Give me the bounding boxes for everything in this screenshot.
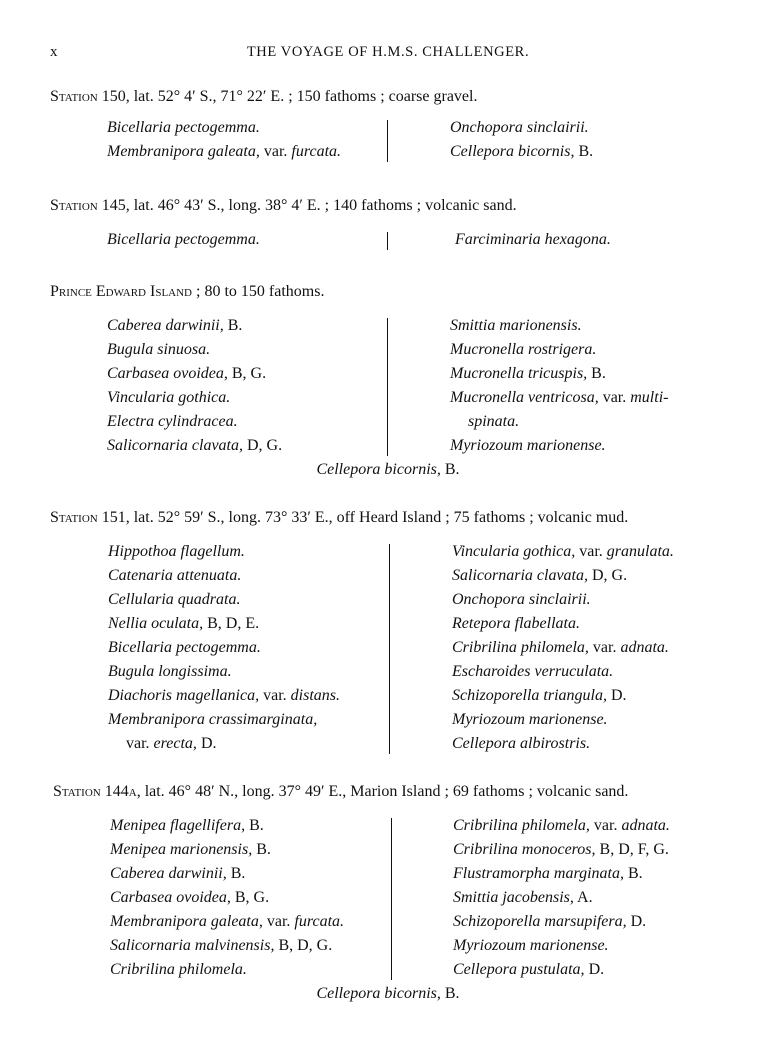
species-entry [450, 140, 593, 164]
station-name: Station 151 [50, 509, 126, 526]
species-name: Membranipora crassimarginata, [108, 711, 318, 728]
section-footer-entry [0, 982, 776, 1006]
variety-name: granulata. [606, 543, 674, 560]
species-name: Cellepora pustulata, [453, 961, 585, 978]
species-name: Salicornaria clavata, [452, 567, 588, 584]
locality-codes: D. [200, 735, 217, 752]
station-name: Station 144a [53, 783, 137, 800]
species-name: Schizoporella marsupifera, [453, 913, 627, 930]
species-entry [450, 314, 668, 338]
station-heading [50, 197, 517, 215]
species-name: Flustramorpha marginata, [453, 865, 624, 882]
species-name: Catenaria attenuata. [108, 567, 242, 584]
species-name: Myriozoum marionense. [453, 937, 609, 954]
variety-marker: var. [263, 687, 287, 704]
column-divider [391, 818, 392, 980]
station-details: , lat. 52° 4′ S., 71° 22′ E. ; 150 fathoms ; coarse gravel. [125, 88, 478, 105]
species-column-left [108, 540, 340, 756]
species-name: Cribrilina philomela, [453, 817, 590, 834]
species-entry [453, 814, 670, 838]
species-column-left [107, 116, 341, 164]
species-name: Bicellaria pectogemma. [107, 231, 260, 248]
station-details: , lat. 52° 59′ S., long. 73° 33′ E., off Heard Island ; 75 fathoms ; volcanic mud. [125, 509, 629, 526]
station-heading [53, 783, 628, 801]
species-entry [455, 228, 611, 252]
station-heading [50, 509, 628, 527]
variety-name: adnata. [621, 817, 670, 834]
species-name: Carbasea ovoidea, [110, 889, 231, 906]
station-details: , lat. 46° 48′ N., long. 37° 49′ E., Marion Island ; 69 fathoms ; volcanic sand. [136, 783, 629, 800]
species-entry [452, 732, 674, 756]
species-name: Bugula longissima. [108, 663, 232, 680]
locality-codes: D, G. [246, 437, 283, 454]
species-name: Diachoris magellanica, [108, 687, 260, 704]
species-name: Bicellaria pectogemma. [108, 639, 261, 656]
species-entry [452, 612, 674, 636]
species-name: Cribrilina philomela. [110, 961, 247, 978]
variety-name: furcata. [294, 913, 345, 930]
species-entry [108, 708, 340, 732]
species-entry [110, 862, 344, 886]
species-name: Mucronella ventricosa, [450, 389, 599, 406]
species-column-left [107, 314, 282, 458]
column-divider [389, 544, 390, 754]
locality-codes: B, G. [234, 889, 270, 906]
species-name: Salicornaria malvinensis, [110, 937, 275, 954]
species-entry [110, 910, 344, 934]
variety-marker: var. [592, 639, 617, 656]
species-name: Cribrilina philomela, [452, 639, 589, 656]
species-entry [452, 540, 674, 564]
species-name: Schizoporella triangula, [452, 687, 607, 704]
species-entry [110, 886, 344, 910]
column-divider [387, 318, 388, 456]
column-divider [387, 232, 388, 250]
species-entry [452, 660, 674, 684]
locality-codes: A. [577, 889, 593, 906]
species-name: Myriozoum marionense. [450, 437, 606, 454]
species-entry [108, 588, 340, 612]
species-name: Farciminaria hexagona. [455, 231, 611, 248]
species-entry [453, 862, 670, 886]
species-entry [453, 910, 670, 934]
species-name: Retepora flabellata. [452, 615, 580, 632]
species-name: Menipea marionensis, [110, 841, 253, 858]
locality-codes: B. [591, 365, 606, 382]
species-entry [110, 958, 344, 982]
variety-name: multi- [630, 389, 669, 406]
species-name: Vincularia gothica. [107, 389, 231, 406]
station-name: Station 145 [50, 197, 126, 214]
species-entry [453, 838, 670, 862]
column-divider [387, 120, 388, 162]
locality-codes: D. [610, 687, 627, 704]
species-entry [452, 708, 674, 732]
locality-codes: B, D, F, G. [599, 841, 669, 858]
species-entry [450, 434, 668, 458]
species-entry [108, 612, 340, 636]
species-entry [450, 362, 668, 386]
locality-codes: B, D, E. [207, 615, 260, 632]
variety-marker: var. [579, 543, 603, 560]
species-entry [107, 338, 282, 362]
species-entry [110, 838, 344, 862]
species-entry [452, 636, 674, 660]
species-name: Cellularia quadrata. [108, 591, 241, 608]
species-entry [108, 540, 340, 564]
species-column-right [453, 814, 670, 982]
locality-codes: B. [230, 865, 246, 882]
species-name: Cellepora bicornis, [316, 461, 441, 478]
species-entry [450, 338, 668, 362]
species-name: Myriozoum marionense. [452, 711, 608, 728]
locality-codes: B. [444, 985, 460, 1002]
species-entry [107, 410, 282, 434]
species-entry [107, 140, 341, 164]
species-entry [450, 386, 668, 410]
species-entry [107, 228, 260, 252]
species-column-right [455, 228, 611, 252]
locality-codes: B. [249, 817, 264, 834]
species-entry [452, 588, 674, 612]
species-entry [107, 362, 282, 386]
variety-name: distans. [290, 687, 340, 704]
locality-codes: D, G. [591, 567, 628, 584]
species-entry [107, 314, 282, 338]
species-name: Electra cylindracea. [107, 413, 238, 430]
station-heading [50, 88, 477, 106]
species-name: Vincularia gothica, [452, 543, 576, 560]
species-entry [107, 386, 282, 410]
species-entry [108, 732, 340, 756]
species-column-right [450, 116, 593, 164]
species-name: Onchopora sinclairii. [452, 591, 591, 608]
species-name: Cellepora bicornis, [316, 985, 441, 1002]
species-name: Salicornaria clavata, [107, 437, 243, 454]
locality-codes: D. [588, 961, 605, 978]
variety-marker: var. [263, 143, 288, 160]
station-name: Station 150 [50, 88, 126, 105]
species-name: Nellia oculata, [108, 615, 204, 632]
species-column-left [110, 814, 344, 982]
species-entry [452, 564, 674, 588]
species-name: Hippothoa flagellum. [108, 543, 245, 560]
species-name: Menipea flagellifera, [110, 817, 246, 834]
locality-codes: B. [627, 865, 643, 882]
species-name: Cellepora albirostris. [452, 735, 591, 752]
running-title: THE VOYAGE OF H.M.S. CHALLENGER. [246, 44, 530, 60]
species-name: Bugula sinuosa. [107, 341, 211, 358]
species-name: Smittia marionensis. [450, 317, 582, 334]
variety-name: erecta, [153, 735, 197, 752]
species-name: Onchopora sinclairii. [450, 119, 589, 136]
species-entry [450, 410, 668, 434]
species-entry [110, 814, 344, 838]
locality-codes: B. [256, 841, 271, 858]
species-entry [108, 660, 340, 684]
species-name: Caberea darwinii, [110, 865, 227, 882]
species-entry [110, 934, 344, 958]
station-heading [50, 283, 324, 301]
species-name: Caberea darwinii, [107, 317, 224, 334]
species-entry [107, 116, 341, 140]
species-name: Cribrilina monoceros, [453, 841, 596, 858]
locality-codes: B, D, G. [278, 937, 333, 954]
variety-marker: var. [126, 735, 150, 752]
species-name: Membranipora galeata, [107, 143, 260, 160]
species-entry [108, 636, 340, 660]
station-details: ; 80 to 150 fathoms. [192, 283, 325, 300]
section-footer-entry [0, 458, 776, 482]
species-column-right [452, 540, 674, 756]
page-number: x [50, 44, 58, 60]
species-name: Mucronella rostrigera. [450, 341, 597, 358]
species-entry [452, 684, 674, 708]
species-name: Membranipora galeata, [110, 913, 263, 930]
locality-codes: B. [444, 461, 460, 478]
species-entry [108, 684, 340, 708]
species-name: Bicellaria pectogemma. [107, 119, 260, 136]
species-name: spinata. [468, 413, 520, 430]
locality-codes: B. [578, 143, 594, 160]
species-name: Mucronella tricuspis, [450, 365, 588, 382]
station-details: , lat. 46° 43′ S., long. 38° 4′ E. ; 140 fathoms ; volcanic sand. [125, 197, 517, 214]
species-entry [453, 958, 670, 982]
page-header [0, 44, 776, 68]
station-name: Prince Edward Island [50, 283, 192, 300]
species-entry [450, 116, 593, 140]
locality-codes: B. [227, 317, 243, 334]
species-entry [107, 434, 282, 458]
species-name: Cellepora bicornis, [450, 143, 575, 160]
species-entry [108, 564, 340, 588]
species-name: Escharoides verruculata. [452, 663, 614, 680]
species-entry [453, 886, 670, 910]
variety-marker: var. [266, 913, 291, 930]
species-name: Smittia jacobensis, [453, 889, 574, 906]
species-column-left [107, 228, 260, 252]
species-name: Carbasea ovoidea, [107, 365, 228, 382]
locality-codes: D. [630, 913, 647, 930]
variety-name: furcata. [291, 143, 342, 160]
species-entry [453, 934, 670, 958]
variety-name: adnata. [620, 639, 669, 656]
species-column-right [450, 314, 668, 458]
variety-marker: var. [602, 389, 627, 406]
locality-codes: B, G. [231, 365, 267, 382]
variety-marker: var. [593, 817, 618, 834]
